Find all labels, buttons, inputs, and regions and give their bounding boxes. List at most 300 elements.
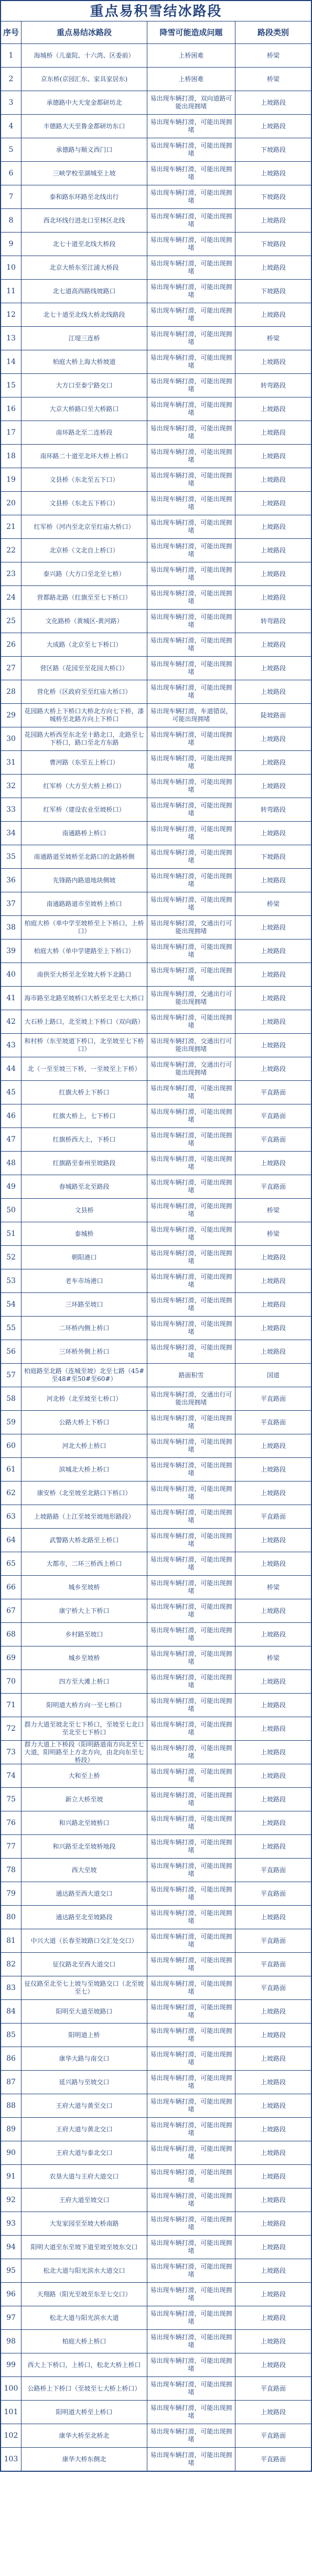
table-row xyxy=(1,1740,311,1764)
cell-road: 群力大道至坡北至七下桥口，至坡至七北口至北至七下桥口 xyxy=(21,1717,147,1740)
cell-issue: 易出现车辆打滑，可能出现拥堵 xyxy=(147,185,235,208)
header-no: 序号 xyxy=(3,27,19,37)
cell-type: 桥梁 xyxy=(235,327,311,350)
cell-no: 55 xyxy=(6,1323,16,1332)
table-row xyxy=(1,1481,311,1505)
cell-no: 16 xyxy=(6,404,16,413)
cell-no: 80 xyxy=(6,1912,16,1921)
table-row xyxy=(1,1764,311,1787)
cell-road: 花园路大桥上下桥口大桥北方向七下桥，漆城桥至北路方向上下桥口 xyxy=(21,704,147,727)
table-row xyxy=(1,798,311,821)
cell-issue: 易出现车辆打滑，可能出现拥堵 xyxy=(147,2024,235,2047)
cell-road: 康华大桥东侧北 xyxy=(21,2448,147,2471)
cell-type: 上坡路段 xyxy=(235,1317,311,1340)
cell-type: 上坡路段 xyxy=(235,1599,311,1622)
table-row xyxy=(1,2306,311,2329)
cell-issue: 易出现车辆打滑，可能出现拥堵 xyxy=(147,1505,235,1528)
cell-issue: 易出现车辆打滑，交通出行可能出现拥堵 xyxy=(147,916,235,939)
cell-road: 农垦大道与王府大道交口 xyxy=(21,2165,147,2188)
cell-type: 上坡路段 xyxy=(235,2071,311,2094)
cell-type: 上坡路段 xyxy=(235,256,311,279)
cell-no: 45 xyxy=(6,1088,16,1097)
cell-road: 红军桥（建设农业至坡桥口） xyxy=(21,798,147,821)
table-row xyxy=(1,2047,311,2070)
cell-type: 上坡路段 xyxy=(235,397,311,421)
cell-no: 62 xyxy=(6,1488,16,1497)
cell-issue: 易出现车辆打滑，可能出现拥堵 xyxy=(147,845,235,868)
cell-road: 乡村路至坡口 xyxy=(21,1623,147,1646)
cell-type: 上坡路段 xyxy=(235,2236,311,2259)
cell-issue: 易出现车辆打滑，车道错误，可能出现拥堵 xyxy=(147,704,235,727)
cell-type: 上坡路段 xyxy=(235,916,311,939)
cell-no: 77 xyxy=(6,1842,16,1851)
table-row xyxy=(1,114,311,138)
cell-road: 北京大桥东至江浦大桥段 xyxy=(21,256,147,279)
cell-issue: 易出现车辆打滑，可能出现拥堵 xyxy=(147,2141,235,2164)
cell-road: 红军桥（河内至北京至红庙大桥口） xyxy=(21,515,147,538)
table-row xyxy=(1,1717,311,1740)
cell-type: 上坡路段 xyxy=(235,2094,311,2117)
cell-no: 98 xyxy=(6,2337,16,2346)
cell-issue: 易出现车辆打滑，可能出现拥堵 xyxy=(147,1929,235,1952)
cell-road: 城乡至坡桥 xyxy=(21,1576,147,1599)
cell-road: 承德路与顺义西门口 xyxy=(21,138,147,161)
table-row xyxy=(1,656,311,680)
cell-type: 上坡路段 xyxy=(235,1529,311,1552)
cell-type: 桥梁 xyxy=(235,1222,311,1245)
cell-no: 73 xyxy=(6,1748,16,1756)
cell-type: 上坡路段 xyxy=(235,209,311,232)
cell-issue: 易出现车辆打滑，可能出现拥堵 xyxy=(147,1482,235,1505)
cell-issue: 易出现车辆打滑，可能出现拥堵 xyxy=(147,680,235,703)
cell-road: 松北大道与阳光滨水大道 xyxy=(21,2306,147,2329)
cell-type: 上坡路段 xyxy=(235,1788,311,1811)
cell-road: 南供至大桥至北至坡大桥下北路口 xyxy=(21,963,147,986)
cell-no: 38 xyxy=(6,923,16,932)
cell-type: 上坡路段 xyxy=(235,1764,311,1787)
cell-type: 上坡路段 xyxy=(235,515,311,538)
cell-issue: 易出现车辆打滑，可能出现拥堵 xyxy=(147,1906,235,1929)
cell-no: 49 xyxy=(6,1182,16,1191)
cell-type: 上坡路段 xyxy=(235,939,311,963)
table-row xyxy=(1,1457,311,1481)
cell-type: 下坡路段 xyxy=(235,280,311,303)
cell-road: 中兴大道（长春至坡路口交汇处交口） xyxy=(21,1929,147,1952)
table-row xyxy=(1,1222,311,1245)
cell-issue: 易出现车辆打滑，可能出现拥堵 xyxy=(147,1741,235,1764)
cell-no: 88 xyxy=(6,2101,16,2110)
cell-no: 56 xyxy=(6,1347,16,1356)
cell-type: 上坡路段 xyxy=(235,91,311,114)
cell-road: 阳明至大道至坡路口 xyxy=(21,2000,147,2023)
cell-road: 康华大桥至北桥北 xyxy=(21,2424,147,2447)
table-row xyxy=(1,1245,311,1269)
table-row xyxy=(1,1410,311,1434)
cell-road: 大石桥上路口，北至坡上下桥口（双向路） xyxy=(21,1010,147,1033)
cell-type: 平直路面 xyxy=(235,2424,311,2447)
cell-no: 68 xyxy=(6,1630,16,1639)
cell-type: 上坡路段 xyxy=(235,2141,311,2164)
cell-no: 41 xyxy=(6,993,16,1002)
cell-road: 柏庭大桥上桥口 xyxy=(21,2330,147,2353)
cell-no: 59 xyxy=(6,1418,16,1427)
header-issue: 降雪可能造成问题 xyxy=(147,21,235,43)
cell-type: 上坡路段 xyxy=(235,1269,311,1292)
cell-type: 上坡路段 xyxy=(235,492,311,515)
table-row xyxy=(1,468,311,491)
cell-no: 101 xyxy=(4,2407,18,2416)
table-row xyxy=(1,1858,311,1882)
cell-type: 上坡路段 xyxy=(235,1152,311,1175)
cell-type: 上坡路段 xyxy=(235,350,311,373)
cell-type: 上坡路段 xyxy=(235,1694,311,1717)
table-row xyxy=(1,1952,311,1976)
cell-road: 柏庭大桥（单中学至坡桥至上下桥口，上桥口） xyxy=(21,916,147,939)
cell-type: 下坡路段 xyxy=(235,138,311,161)
table-row xyxy=(1,256,311,279)
cell-type: 国道 xyxy=(235,1364,311,1387)
cell-issue: 易出现车辆打滑，可能出现拥堵 xyxy=(147,515,235,538)
cell-type: 上坡路段 xyxy=(235,2188,311,2212)
cell-issue: 上桥困难 xyxy=(147,68,235,91)
cell-type: 平直路面 xyxy=(235,2377,311,2400)
cell-road: 大都市，二环三桥西上桥口 xyxy=(21,1552,147,1575)
table-row xyxy=(1,915,311,939)
cell-type: 上坡路段 xyxy=(235,2306,311,2329)
table-row xyxy=(1,185,311,208)
cell-no: 69 xyxy=(6,1653,16,1662)
cell-road: 大成路（北京至七下桥口） xyxy=(21,633,147,656)
cell-road: 大和至上桥 xyxy=(21,1764,147,1787)
cell-type: 转弯路段 xyxy=(235,798,311,821)
table-row xyxy=(1,2282,311,2306)
cell-type: 上坡路段 xyxy=(235,1010,311,1033)
cell-type: 上坡路段 xyxy=(235,1057,311,1080)
cell-issue: 易出现车辆打滑，可能出现拥堵 xyxy=(147,1340,235,1363)
table-row xyxy=(1,774,311,798)
table-row xyxy=(1,1670,311,1693)
cell-issue: 易出现车辆打滑，可能出现拥堵 xyxy=(147,727,235,750)
cell-issue: 易出现车辆打滑，可能出现拥堵 xyxy=(147,539,235,562)
cell-road: 延兴路与至坡交口 xyxy=(21,2071,147,2094)
cell-road: 红军桥（大方至大桥上桥口） xyxy=(21,775,147,798)
cell-issue: 易出现车辆打滑，可能出现拥堵 xyxy=(147,280,235,303)
cell-road: 城乡至坡桥 xyxy=(21,1646,147,1670)
cell-issue: 易出现车辆打滑，可能出现拥堵 xyxy=(147,2118,235,2141)
table-row xyxy=(1,43,311,67)
cell-no: 32 xyxy=(6,781,16,790)
cell-issue: 易出现车辆打滑，可能出现拥堵 xyxy=(147,1764,235,1787)
cell-type: 上坡路段 xyxy=(235,2330,311,2353)
cell-type: 上坡路段 xyxy=(235,586,311,609)
cell-issue: 易出现车辆打滑，可能出现拥堵 xyxy=(147,1717,235,1740)
table-row xyxy=(1,1528,311,1552)
cell-type: 下坡路段 xyxy=(235,845,311,868)
cell-road: 营区路（花园至至花园大桥口） xyxy=(21,657,147,680)
cell-type: 上坡路段 xyxy=(235,2353,311,2376)
table-row xyxy=(1,2212,311,2235)
cell-road: 王府大道与泰北交口 xyxy=(21,2141,147,2164)
cell-issue: 易出现车辆打滑，可能出现拥堵 xyxy=(147,562,235,585)
cell-issue: 易出现车辆打滑，可能出现拥堵 xyxy=(147,1576,235,1599)
cell-type: 转弯路段 xyxy=(235,374,311,397)
cell-issue: 易出现车辆打滑，可能出现拥堵 xyxy=(147,1081,235,1104)
cell-issue: 易出现车辆打滑，可能出现拥堵 xyxy=(147,1529,235,1552)
cell-no: 52 xyxy=(6,1253,16,1262)
table-row xyxy=(1,538,311,562)
cell-type: 桥梁 xyxy=(235,1576,311,1599)
cell-issue: 易出现车辆打滑，可能出现拥堵 xyxy=(147,1458,235,1481)
cell-type: 桥梁 xyxy=(235,68,311,91)
cell-no: 34 xyxy=(6,828,16,837)
cell-issue: 易出现车辆打滑，可能出现拥堵 xyxy=(147,1694,235,1717)
cell-no: 86 xyxy=(6,2054,16,2063)
cell-no: 99 xyxy=(6,2360,16,2369)
cell-type: 上坡路段 xyxy=(235,2165,311,2188)
cell-no: 35 xyxy=(6,852,16,861)
cell-issue: 易出现车辆打滑，可能出现拥堵 xyxy=(147,1835,235,1858)
cell-issue: 易出现车辆打滑，可能出现拥堵 xyxy=(147,2071,235,2094)
cell-road: 南通路道至坡桥至北路口的北路桥侧 xyxy=(21,845,147,868)
table-row xyxy=(1,562,311,585)
cell-road: 营都路北路（红旗至至七下桥口） xyxy=(21,586,147,609)
cell-road: 北京桥（文北自上桥口） xyxy=(21,539,147,562)
cell-type: 平直路面 xyxy=(235,1953,311,1976)
cell-issue: 易出现车辆打滑，可能出现拥堵 xyxy=(147,1882,235,1905)
cell-issue: 路面积雪 xyxy=(147,1364,235,1387)
cell-issue: 易出现车辆打滑，可能出现拥堵 xyxy=(147,209,235,232)
table-row xyxy=(1,2376,311,2400)
table-row xyxy=(1,1198,311,1222)
cell-issue: 易出现车辆打滑，可能出现拥堵 xyxy=(147,869,235,892)
cell-road: 和兴路北至坡桥口 xyxy=(21,1811,147,1834)
table-row xyxy=(1,2117,311,2141)
cell-no: 9 xyxy=(8,239,14,248)
cell-issue: 易出现车辆打滑，可能出现拥堵 xyxy=(147,1128,235,1151)
cell-road: 群力大道上下桥段（阳明路道南方向北至七大道，阳明路至上方北方向，由北向东至七桥段） xyxy=(21,1741,147,1764)
cell-road: 承德路中大天宠金都研坊北 xyxy=(21,91,147,114)
cell-type: 上坡路段 xyxy=(235,727,311,750)
cell-road: 和村桥（东至坡道下桥口，北至坡至七下桥口） xyxy=(21,1034,147,1057)
cell-issue: 易出现车辆打滑，交通出行可能出现拥堵 xyxy=(147,1057,235,1080)
cell-no: 75 xyxy=(6,1795,16,1804)
cell-no: 60 xyxy=(6,1441,16,1450)
cell-issue: 易出现车辆打滑，可能出现拥堵 xyxy=(147,2259,235,2282)
cell-issue: 易出现车辆打滑，可能出现拥堵 xyxy=(147,421,235,444)
cell-type: 上坡路段 xyxy=(235,303,311,326)
table-row xyxy=(1,2070,311,2094)
cell-type: 上坡路段 xyxy=(235,1623,311,1646)
cell-road: 通达路至北至坡路段 xyxy=(21,1906,147,1929)
cell-no: 28 xyxy=(6,687,16,696)
cell-type: 上坡路段 xyxy=(235,680,311,703)
cell-type: 上坡路段 xyxy=(235,2000,311,2023)
cell-road: 滨城北大桥上桥口 xyxy=(21,1458,147,1481)
cell-issue: 易出现车辆打滑，可能出现拥堵 xyxy=(147,2165,235,2188)
cell-road: 北七十道至北线大桥北线路段 xyxy=(21,303,147,326)
cell-issue: 易出现车辆打滑，可能出现拥堵 xyxy=(147,1104,235,1127)
cell-issue: 易出现车辆打滑，可能出现拥堵 xyxy=(147,1670,235,1693)
cell-issue: 易出现车辆打滑，可能出现拥堵 xyxy=(147,1859,235,1882)
cell-issue: 易出现车辆打滑，可能出现拥堵 xyxy=(147,445,235,468)
table-row xyxy=(1,1033,311,1057)
cell-no: 61 xyxy=(6,1465,16,1474)
cell-no: 48 xyxy=(6,1158,16,1167)
cell-type: 上坡路段 xyxy=(235,1811,311,1834)
cell-issue: 易出现车辆打滑，可能出现拥堵 xyxy=(147,610,235,633)
cell-no: 31 xyxy=(6,758,16,767)
cell-no: 85 xyxy=(6,2030,16,2039)
cell-road: 丰德路大天至鲁金都研坊东口 xyxy=(21,115,147,138)
cell-no: 36 xyxy=(6,876,16,885)
table-row xyxy=(1,1010,311,1033)
table-row xyxy=(1,1292,311,1316)
cell-type: 上坡路段 xyxy=(235,445,311,468)
cell-no: 40 xyxy=(6,970,16,979)
cell-issue: 易出现车辆打滑，可能出现拥堵 xyxy=(147,1811,235,1834)
cell-type: 上坡路段 xyxy=(235,1835,311,1858)
cell-no: 24 xyxy=(6,593,16,602)
table-row xyxy=(1,1552,311,1575)
cell-type: 上坡路段 xyxy=(235,987,311,1010)
cell-issue: 易出现车辆打滑，可能出现拥堵 xyxy=(147,468,235,491)
cell-road: 南通路路道市至坡桥上桥口 xyxy=(21,892,147,915)
cell-type: 上坡路段 xyxy=(235,562,311,585)
cell-road: 泰和路东环路至北线出行 xyxy=(21,185,147,208)
cell-type: 平直路面 xyxy=(235,1411,311,1434)
table-row xyxy=(1,868,311,892)
table-row xyxy=(1,2235,311,2259)
table-row xyxy=(1,91,311,114)
cell-road: 老车市场港口 xyxy=(21,1269,147,1292)
table-row xyxy=(1,515,311,538)
cell-type: 上坡路段 xyxy=(235,2047,311,2070)
table-row xyxy=(1,1175,311,1198)
cell-issue: 易出现车辆打滑，可能出现拥堵 xyxy=(147,2212,235,2235)
cell-road: 阳明道上桥 xyxy=(21,2024,147,2047)
cell-no: 39 xyxy=(6,946,16,955)
table-row xyxy=(1,67,311,91)
cell-road: 河北桥（北至坡至七桥口） xyxy=(21,1387,147,1410)
cell-issue: 易出现车辆打滑，可能出现拥堵 xyxy=(147,1222,235,1245)
cell-no: 2 xyxy=(8,74,14,83)
cell-type: 上坡路段 xyxy=(235,2401,311,2424)
table-row xyxy=(1,2400,311,2424)
cell-no: 33 xyxy=(6,805,16,814)
cell-road: 康华大路与南交口 xyxy=(21,2047,147,2070)
cell-issue: 易出现车辆打滑，可能出现拥堵 xyxy=(147,2424,235,2447)
page-title: 重点易积雪结冰路段 xyxy=(0,0,312,21)
table-row xyxy=(1,2353,311,2376)
cell-no: 63 xyxy=(6,1512,16,1521)
cell-no: 74 xyxy=(6,1771,16,1780)
cell-no: 67 xyxy=(6,1606,16,1615)
cell-road: 阳明道大桥方向一至七桥口 xyxy=(21,1694,147,1717)
table-row xyxy=(1,1316,311,1340)
cell-road: 朝阳港口 xyxy=(21,1246,147,1269)
table-row xyxy=(1,1787,311,1811)
cell-type: 平直路面 xyxy=(235,1175,311,1198)
cell-no: 96 xyxy=(6,2290,16,2298)
table-row xyxy=(1,421,311,444)
cell-type: 上坡路段 xyxy=(235,1340,311,1363)
cell-issue: 易出现车辆打滑，可能出现拥堵 xyxy=(147,1175,235,1198)
cell-no: 72 xyxy=(6,1724,16,1733)
cell-issue: 易出现车辆打滑，可能出现拥堵 xyxy=(147,657,235,680)
cell-type: 上坡路段 xyxy=(235,1670,311,1693)
table-row xyxy=(1,633,311,656)
cell-no: 26 xyxy=(6,640,16,649)
table-row xyxy=(1,1646,311,1670)
cell-issue: 易出现车辆打滑，可能出现拥堵 xyxy=(147,822,235,845)
cell-no: 57 xyxy=(6,1370,16,1379)
cell-no: 7 xyxy=(8,192,14,201)
cell-road: 泰城桥 xyxy=(21,1222,147,1245)
cell-road: 春城路至北至路段 xyxy=(21,1175,147,1198)
cell-type: 上坡路段 xyxy=(235,1552,311,1575)
cell-type: 上坡路段 xyxy=(235,539,311,562)
cell-road: 文化路桥（黄城区-黄河路） xyxy=(21,610,147,633)
cell-issue: 易出现车辆打滑，可能出现拥堵 xyxy=(147,2306,235,2329)
cell-road: 柏庭路至北路（连城至坡）北至七路（45#至48#至50#至60#） xyxy=(21,1364,147,1387)
cell-road: 上坡路路（上江至坡至坡地形路段） xyxy=(21,1505,147,1528)
table-row xyxy=(1,750,311,774)
cell-road: 大京大桥路口至大桥路口 xyxy=(21,397,147,421)
cell-type: 平直路面 xyxy=(235,1387,311,1410)
cell-road: 先锋路内路道地块侧坡 xyxy=(21,869,147,892)
cell-no: 65 xyxy=(6,1559,16,1568)
cell-no: 82 xyxy=(6,1960,16,1969)
cell-issue: 易出现车辆打滑，可能出现拥堵 xyxy=(147,256,235,279)
cell-no: 93 xyxy=(6,2219,16,2228)
table-row xyxy=(1,2094,311,2117)
table-row xyxy=(1,491,311,515)
cell-road: 三峡学校至湖城至上坡 xyxy=(21,162,147,185)
cell-issue: 易出现车辆打滑，可能出现拥堵 xyxy=(147,2283,235,2306)
cell-no: 89 xyxy=(6,2125,16,2133)
cell-road: 王府大道至坡交口 xyxy=(21,2188,147,2212)
cell-road: 西大上下桥口，上桥口，松北大桥上桥口 xyxy=(21,2353,147,2376)
cell-issue: 易出现车辆打滑，可能出现拥堵 xyxy=(147,397,235,421)
table-row xyxy=(1,373,311,397)
cell-no: 20 xyxy=(6,499,16,507)
cell-type: 上坡路段 xyxy=(235,1458,311,1481)
cell-issue: 易出现车辆打滑，可能出现拥堵 xyxy=(147,2330,235,2353)
cell-issue: 易出现车辆打滑，可能出现拥堵 xyxy=(147,327,235,350)
table-row xyxy=(1,1387,311,1410)
cell-type: 陡坡路面 xyxy=(235,704,311,727)
header-road: 重点易结冰路段 xyxy=(21,21,147,43)
cell-issue: 易出现车辆打滑，可能出现拥堵 xyxy=(147,963,235,986)
cell-road: 通达路至西大道交口 xyxy=(21,1882,147,1905)
table-row xyxy=(1,326,311,350)
table-row xyxy=(1,1575,311,1599)
cell-issue: 易出现车辆打滑，可能出现拥堵 xyxy=(147,633,235,656)
table-row xyxy=(1,350,311,373)
cell-issue: 易出现车辆打滑，可能出现拥堵 xyxy=(147,2094,235,2117)
cell-no: 94 xyxy=(6,2242,16,2251)
cell-no: 30 xyxy=(6,734,16,743)
cell-no: 44 xyxy=(6,1064,16,1073)
cell-no: 4 xyxy=(8,121,14,130)
cell-type: 上坡路段 xyxy=(235,1741,311,1764)
cell-type: 平直路面 xyxy=(235,1081,311,1104)
table-row xyxy=(1,2164,311,2188)
cell-type: 上坡路段 xyxy=(235,657,311,680)
cell-issue: 易出现车辆打滑，可能出现拥堵 xyxy=(147,1953,235,1976)
cell-issue: 易出现车辆打滑，可能出现拥堵 xyxy=(147,1976,235,1999)
cell-issue: 易出现车辆打滑，可能出现拥堵 xyxy=(147,2377,235,2400)
